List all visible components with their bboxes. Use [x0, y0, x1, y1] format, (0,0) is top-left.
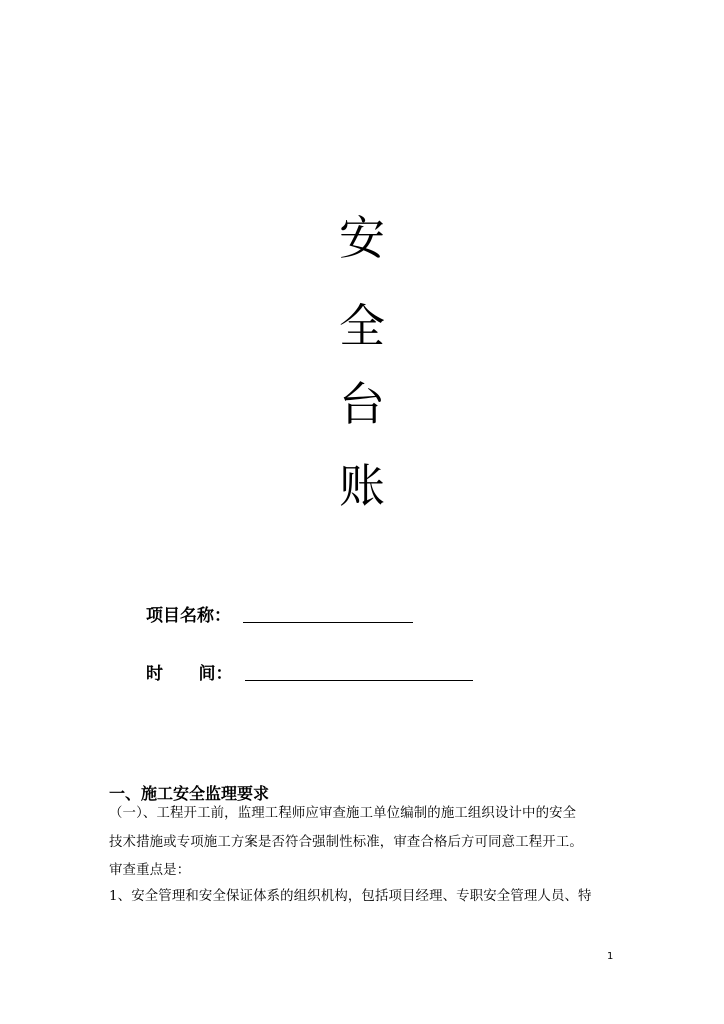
body-line: 1、安全管理和安全保证体系的组织机构，包括项目经理、专职安全管理人员、特	[109, 889, 592, 904]
body-line: 技术措施或专项施工方案是否符合强制性标准，审查合格后方可同意工程开工。	[109, 835, 583, 850]
title-char-quan: 全	[339, 299, 385, 353]
time-field	[146, 662, 233, 686]
page-number: 1	[607, 951, 614, 962]
section-heading: 一、施工安全监理要求	[109, 784, 270, 803]
time-underline	[245, 680, 473, 681]
project-name-underline	[243, 622, 413, 623]
title-char-an: 安	[339, 211, 385, 265]
body-line: （一）、工程开工前，监理工程师应审查施工单位编制的施工组织设计中的安全	[109, 806, 577, 821]
title-char-tai: 台	[339, 377, 385, 431]
time-label: 时 间：	[146, 664, 233, 684]
project-name-label: 项目名称：	[146, 606, 231, 626]
title-char-zhang: 账	[339, 459, 385, 513]
body-line: 审查重点是：	[109, 863, 191, 878]
project-name-field	[146, 604, 231, 628]
